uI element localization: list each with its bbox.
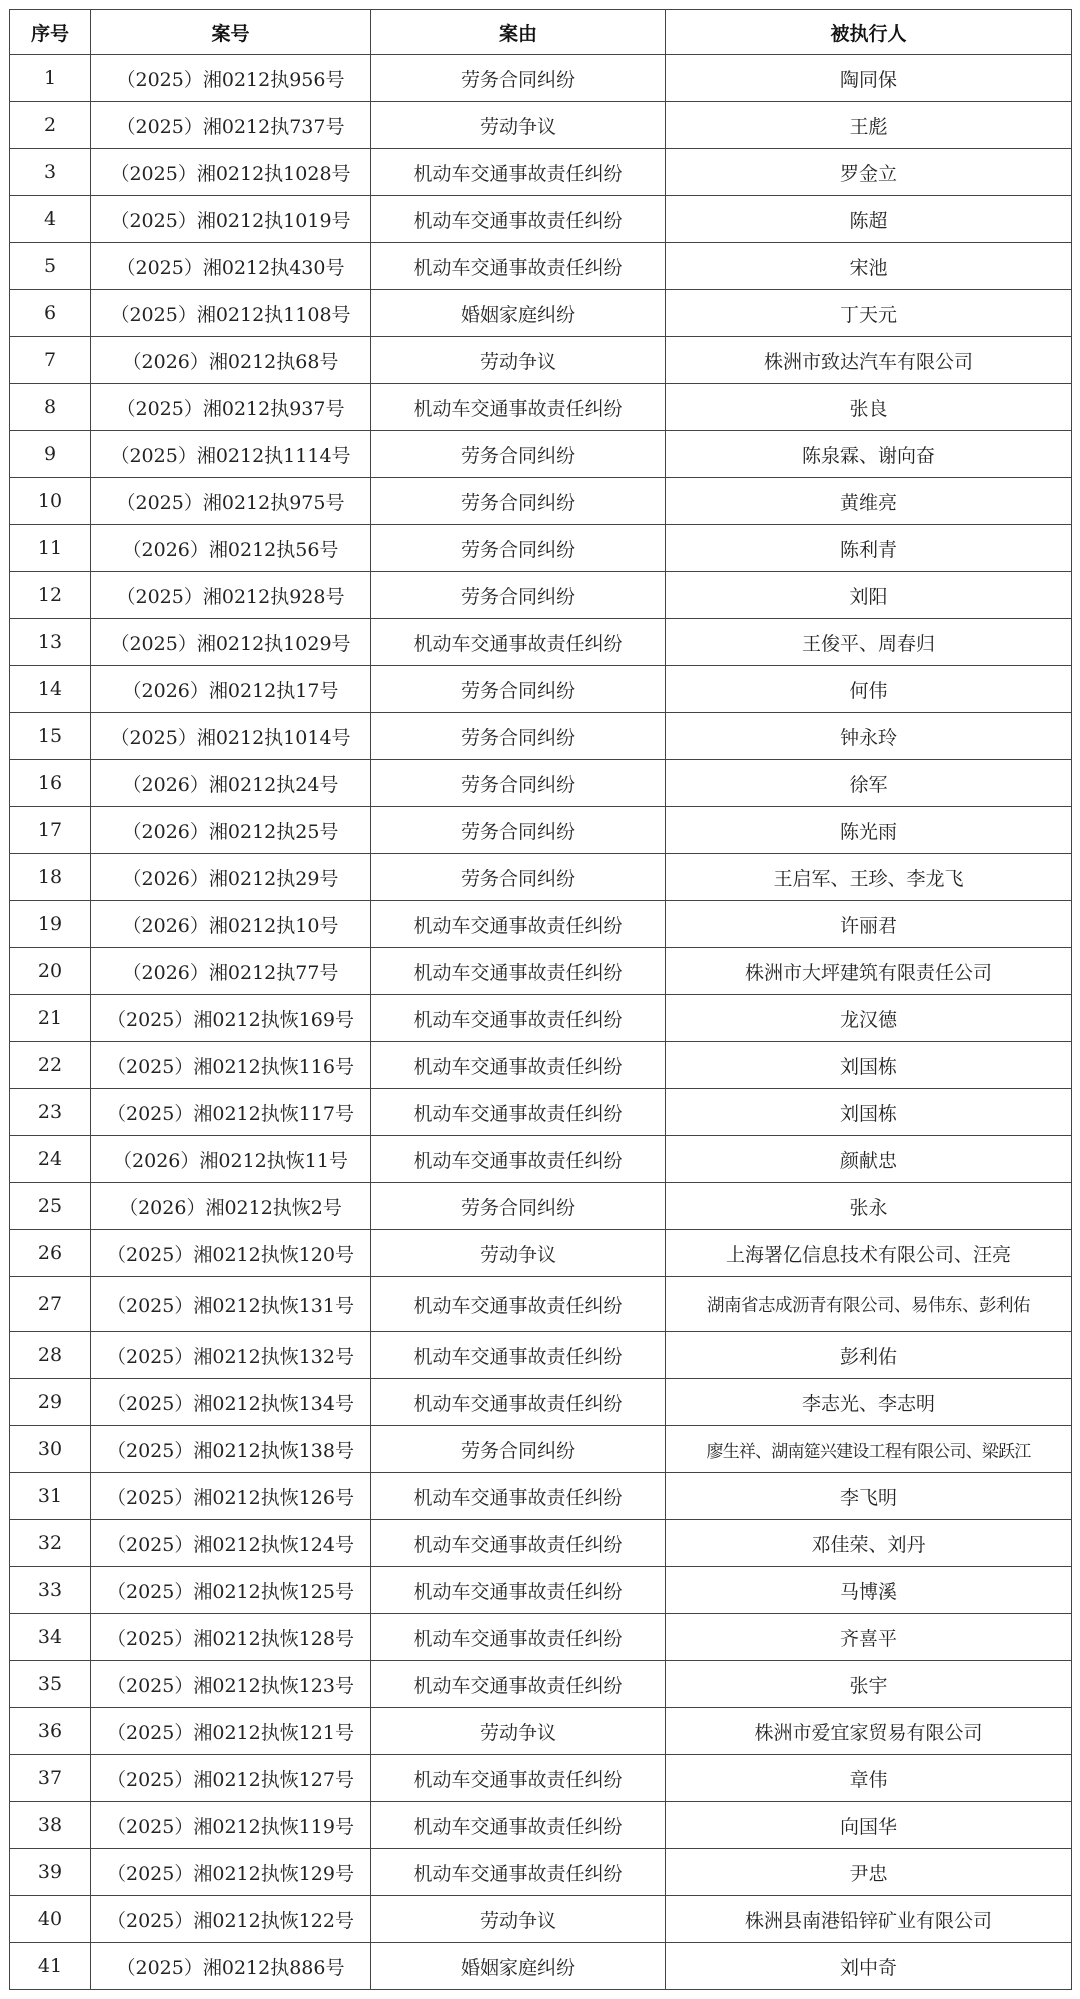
case-number-cell: （2025）湘0212执恢131号: [91, 1277, 371, 1332]
judgment-debtor-cell: 上海署亿信息技术有限公司、汪亮: [666, 1230, 1072, 1277]
case-cause-cell: 机动车交通事故责任纠纷: [371, 1755, 666, 1802]
table-row: [10, 619, 1072, 666]
serial-number-cell: 9: [10, 431, 91, 478]
serial-number-cell: 33: [10, 1567, 91, 1614]
serial-number-cell: 19: [10, 901, 91, 948]
case-number-cell: （2025）湘0212执956号: [91, 55, 371, 102]
case-number-cell: （2025）湘0212执恢127号: [91, 1755, 371, 1802]
case-number-cell: （2025）湘0212执937号: [91, 384, 371, 431]
serial-number-cell: 27: [10, 1277, 91, 1332]
table-row: [10, 995, 1072, 1042]
serial-number-cell: 25: [10, 1183, 91, 1230]
serial-number-cell: 11: [10, 525, 91, 572]
case-number-cell: （2025）湘0212执恢129号: [91, 1849, 371, 1896]
judgment-debtor-cell: 钟永玲: [666, 713, 1072, 760]
serial-number-cell: 35: [10, 1661, 91, 1708]
case-number-cell: （2025）湘0212执1108号: [91, 290, 371, 337]
table-row: [10, 243, 1072, 290]
case-number-cell: （2025）湘0212执1029号: [91, 619, 371, 666]
case-number-cell: （2025）湘0212执1014号: [91, 713, 371, 760]
judgment-debtor-cell: 王彪: [666, 102, 1072, 149]
case-number-cell: （2026）湘0212执17号: [91, 666, 371, 713]
serial-number-cell: 39: [10, 1849, 91, 1896]
judgment-debtor-cell: 颜献忠: [666, 1136, 1072, 1183]
case-number-cell: （2025）湘0212执恢124号: [91, 1520, 371, 1567]
case-number-cell: （2026）湘0212执恢11号: [91, 1136, 371, 1183]
judgment-debtor-cell: 向国华: [666, 1802, 1072, 1849]
case-cause-cell: 机动车交通事故责任纠纷: [371, 149, 666, 196]
judgment-debtor-cell: 马博溪: [666, 1567, 1072, 1614]
serial-number-cell: 20: [10, 948, 91, 995]
case-cause-cell: 婚姻家庭纠纷: [371, 1943, 666, 1990]
enforcement-case-table: [9, 9, 1072, 1990]
case-cause-cell: 劳动争议: [371, 1708, 666, 1755]
judgment-debtor-cell: 株洲市致达汽车有限公司: [666, 337, 1072, 384]
serial-number-cell: 1: [10, 55, 91, 102]
case-number-cell: （2025）湘0212执恢132号: [91, 1332, 371, 1379]
table-row: [10, 1473, 1072, 1520]
table-row: [10, 1426, 1072, 1473]
header-serial-number: 序号: [10, 10, 91, 55]
serial-number-cell: 36: [10, 1708, 91, 1755]
judgment-debtor-cell: 罗金立: [666, 149, 1072, 196]
case-number-cell: （2025）湘0212执恢134号: [91, 1379, 371, 1426]
table-row: [10, 807, 1072, 854]
serial-number-cell: 28: [10, 1332, 91, 1379]
case-number-cell: （2025）湘0212执恢123号: [91, 1661, 371, 1708]
table-row: [10, 525, 1072, 572]
table-row: [10, 854, 1072, 901]
case-cause-cell: 劳动争议: [371, 1230, 666, 1277]
case-cause-cell: 劳务合同纠纷: [371, 854, 666, 901]
table-row: [10, 1708, 1072, 1755]
case-number-cell: （2026）湘0212执68号: [91, 337, 371, 384]
table-row: [10, 1614, 1072, 1661]
case-number-cell: （2025）湘0212执737号: [91, 102, 371, 149]
judgment-debtor-cell: 黄维亮: [666, 478, 1072, 525]
case-number-cell: （2025）湘0212执恢119号: [91, 1802, 371, 1849]
table-row: [10, 901, 1072, 948]
judgment-debtor-cell: 尹忠: [666, 1849, 1072, 1896]
serial-number-cell: 30: [10, 1426, 91, 1473]
case-cause-cell: 机动车交通事故责任纠纷: [371, 1614, 666, 1661]
judgment-debtor-cell: 李飞明: [666, 1473, 1072, 1520]
case-number-cell: （2025）湘0212执恢126号: [91, 1473, 371, 1520]
case-cause-cell: 机动车交通事故责任纠纷: [371, 1332, 666, 1379]
table-row: [10, 1755, 1072, 1802]
judgment-debtor-cell: 陈利青: [666, 525, 1072, 572]
serial-number-cell: 8: [10, 384, 91, 431]
judgment-debtor-cell: 徐军: [666, 760, 1072, 807]
judgment-debtor-cell: 刘国栋: [666, 1089, 1072, 1136]
serial-number-cell: 22: [10, 1042, 91, 1089]
serial-number-cell: 32: [10, 1520, 91, 1567]
judgment-debtor-cell: 宋池: [666, 243, 1072, 290]
table-row: [10, 1661, 1072, 1708]
table-row: [10, 1230, 1072, 1277]
case-number-cell: （2025）湘0212执430号: [91, 243, 371, 290]
table-row: [10, 666, 1072, 713]
serial-number-cell: 2: [10, 102, 91, 149]
case-number-cell: （2025）湘0212执恢117号: [91, 1089, 371, 1136]
judgment-debtor-cell: 刘国栋: [666, 1042, 1072, 1089]
case-cause-cell: 劳务合同纠纷: [371, 760, 666, 807]
header-row: [10, 10, 1072, 55]
case-number-cell: （2025）湘0212执恢116号: [91, 1042, 371, 1089]
judgment-debtor-cell: 陶同保: [666, 55, 1072, 102]
serial-number-cell: 6: [10, 290, 91, 337]
table-row: [10, 431, 1072, 478]
serial-number-cell: 34: [10, 1614, 91, 1661]
table-row: [10, 760, 1072, 807]
judgment-debtor-cell: 刘阳: [666, 572, 1072, 619]
case-cause-cell: 机动车交通事故责任纠纷: [371, 384, 666, 431]
table-row: [10, 713, 1072, 760]
case-cause-cell: 机动车交通事故责任纠纷: [371, 1379, 666, 1426]
case-number-cell: （2025）湘0212执恢121号: [91, 1708, 371, 1755]
table-row: [10, 1896, 1072, 1943]
table-row: [10, 196, 1072, 243]
case-number-cell: （2026）湘0212执77号: [91, 948, 371, 995]
serial-number-cell: 7: [10, 337, 91, 384]
judgment-debtor-cell: 邓佳荣、刘丹: [666, 1520, 1072, 1567]
case-cause-cell: 机动车交通事故责任纠纷: [371, 948, 666, 995]
case-cause-cell: 机动车交通事故责任纠纷: [371, 619, 666, 666]
table-row: [10, 1089, 1072, 1136]
case-cause-cell: 劳务合同纠纷: [371, 666, 666, 713]
case-number-cell: （2026）湘0212执25号: [91, 807, 371, 854]
serial-number-cell: 37: [10, 1755, 91, 1802]
serial-number-cell: 3: [10, 149, 91, 196]
serial-number-cell: 16: [10, 760, 91, 807]
case-cause-cell: 机动车交通事故责任纠纷: [371, 1520, 666, 1567]
case-number-cell: （2026）湘0212执恢2号: [91, 1183, 371, 1230]
table-row: [10, 1520, 1072, 1567]
serial-number-cell: 15: [10, 713, 91, 760]
judgment-debtor-cell: 株洲市大坪建筑有限责任公司: [666, 948, 1072, 995]
case-number-cell: （2025）湘0212执恢122号: [91, 1896, 371, 1943]
table-row: [10, 290, 1072, 337]
judgment-debtor-cell: 张宇: [666, 1661, 1072, 1708]
judgment-debtor-cell: 王俊平、周春归: [666, 619, 1072, 666]
judgment-debtor-cell: 廖生祥、湖南筵兴建设工程有限公司、梁跃江: [666, 1426, 1072, 1473]
table-row: [10, 1332, 1072, 1379]
case-cause-cell: 劳务合同纠纷: [371, 525, 666, 572]
case-number-cell: （2025）湘0212执恢128号: [91, 1614, 371, 1661]
case-number-cell: （2025）湘0212执975号: [91, 478, 371, 525]
serial-number-cell: 12: [10, 572, 91, 619]
case-cause-cell: 机动车交通事故责任纠纷: [371, 1089, 666, 1136]
table-row: [10, 1379, 1072, 1426]
table-row: [10, 1849, 1072, 1896]
case-cause-cell: 劳动争议: [371, 337, 666, 384]
judgment-debtor-cell: 彭利佑: [666, 1332, 1072, 1379]
case-cause-cell: 劳务合同纠纷: [371, 572, 666, 619]
case-number-cell: （2025）湘0212执恢120号: [91, 1230, 371, 1277]
judgment-debtor-cell: 张良: [666, 384, 1072, 431]
serial-number-cell: 23: [10, 1089, 91, 1136]
table-row: [10, 337, 1072, 384]
serial-number-cell: 13: [10, 619, 91, 666]
table-row: [10, 478, 1072, 525]
case-number-cell: （2026）湘0212执24号: [91, 760, 371, 807]
table-row: [10, 1042, 1072, 1089]
judgment-debtor-cell: 何伟: [666, 666, 1072, 713]
serial-number-cell: 24: [10, 1136, 91, 1183]
case-cause-cell: 婚姻家庭纠纷: [371, 290, 666, 337]
judgment-debtor-cell: 许丽君: [666, 901, 1072, 948]
table-row: [10, 1277, 1072, 1332]
header-case-cause: 案由: [371, 10, 666, 55]
case-cause-cell: 机动车交通事故责任纠纷: [371, 1136, 666, 1183]
serial-number-cell: 29: [10, 1379, 91, 1426]
case-cause-cell: 劳务合同纠纷: [371, 1183, 666, 1230]
judgment-debtor-cell: 陈泉霖、谢向奋: [666, 431, 1072, 478]
case-number-cell: （2025）湘0212执928号: [91, 572, 371, 619]
serial-number-cell: 21: [10, 995, 91, 1042]
judgment-debtor-cell: 张永: [666, 1183, 1072, 1230]
judgment-debtor-cell: 丁天元: [666, 290, 1072, 337]
table-row: [10, 102, 1072, 149]
serial-number-cell: 18: [10, 854, 91, 901]
case-cause-cell: 劳务合同纠纷: [371, 807, 666, 854]
judgment-debtor-cell: 株洲市爱宜家贸易有限公司: [666, 1708, 1072, 1755]
case-number-cell: （2025）湘0212执886号: [91, 1943, 371, 1990]
case-number-cell: （2025）湘0212执1114号: [91, 431, 371, 478]
table-row: [10, 55, 1072, 102]
case-number-cell: （2025）湘0212执恢138号: [91, 1426, 371, 1473]
case-cause-cell: 机动车交通事故责任纠纷: [371, 995, 666, 1042]
judgment-debtor-cell: 龙汉德: [666, 995, 1072, 1042]
serial-number-cell: 17: [10, 807, 91, 854]
case-number-cell: （2025）湘0212执1028号: [91, 149, 371, 196]
serial-number-cell: 14: [10, 666, 91, 713]
header-judgment-debtor: 被执行人: [666, 10, 1072, 55]
table-row: [10, 1183, 1072, 1230]
serial-number-cell: 41: [10, 1943, 91, 1990]
serial-number-cell: 4: [10, 196, 91, 243]
judgment-debtor-cell: 陈光雨: [666, 807, 1072, 854]
case-number-cell: （2025）湘0212执恢125号: [91, 1567, 371, 1614]
serial-number-cell: 31: [10, 1473, 91, 1520]
case-cause-cell: 机动车交通事故责任纠纷: [371, 1473, 666, 1520]
serial-number-cell: 38: [10, 1802, 91, 1849]
case-number-cell: （2026）湘0212执56号: [91, 525, 371, 572]
case-cause-cell: 劳务合同纠纷: [371, 1426, 666, 1473]
case-cause-cell: 机动车交通事故责任纠纷: [371, 1849, 666, 1896]
serial-number-cell: 40: [10, 1896, 91, 1943]
judgment-debtor-cell: 王启军、王珍、李龙飞: [666, 854, 1072, 901]
judgment-debtor-cell: 刘中奇: [666, 1943, 1072, 1990]
serial-number-cell: 10: [10, 478, 91, 525]
table-row: [10, 1136, 1072, 1183]
judgment-debtor-cell: 株洲县南港铅锌矿业有限公司: [666, 1896, 1072, 1943]
table-row: [10, 149, 1072, 196]
judgment-debtor-cell: 陈超: [666, 196, 1072, 243]
case-cause-cell: 劳动争议: [371, 102, 666, 149]
serial-number-cell: 26: [10, 1230, 91, 1277]
case-cause-cell: 劳务合同纠纷: [371, 431, 666, 478]
case-cause-cell: 机动车交通事故责任纠纷: [371, 196, 666, 243]
case-cause-cell: 机动车交通事故责任纠纷: [371, 1277, 666, 1332]
case-cause-cell: 劳动争议: [371, 1896, 666, 1943]
case-number-cell: （2026）湘0212执10号: [91, 901, 371, 948]
table-row: [10, 384, 1072, 431]
case-cause-cell: 机动车交通事故责任纠纷: [371, 1661, 666, 1708]
case-cause-cell: 劳务合同纠纷: [371, 713, 666, 760]
serial-number-cell: 5: [10, 243, 91, 290]
judgment-debtor-cell: 李志光、李志明: [666, 1379, 1072, 1426]
table-row: [10, 572, 1072, 619]
judgment-debtor-cell: 章伟: [666, 1755, 1072, 1802]
case-cause-cell: 机动车交通事故责任纠纷: [371, 1042, 666, 1089]
judgment-debtor-cell: 湖南省志成沥青有限公司、易伟东、彭利佑: [666, 1277, 1072, 1332]
case-cause-cell: 劳务合同纠纷: [371, 55, 666, 102]
case-cause-cell: 劳务合同纠纷: [371, 478, 666, 525]
case-cause-cell: 机动车交通事故责任纠纷: [371, 901, 666, 948]
judgment-debtor-cell: 齐喜平: [666, 1614, 1072, 1661]
case-cause-cell: 机动车交通事故责任纠纷: [371, 243, 666, 290]
case-number-cell: （2025）湘0212执1019号: [91, 196, 371, 243]
table-row: [10, 1802, 1072, 1849]
case-number-cell: （2026）湘0212执29号: [91, 854, 371, 901]
header-case-number: 案号: [91, 10, 371, 55]
case-cause-cell: 机动车交通事故责任纠纷: [371, 1567, 666, 1614]
table-row: [10, 1567, 1072, 1614]
table-row: [10, 948, 1072, 995]
table-row: [10, 1943, 1072, 1990]
case-cause-cell: 机动车交通事故责任纠纷: [371, 1802, 666, 1849]
case-number-cell: （2025）湘0212执恢169号: [91, 995, 371, 1042]
